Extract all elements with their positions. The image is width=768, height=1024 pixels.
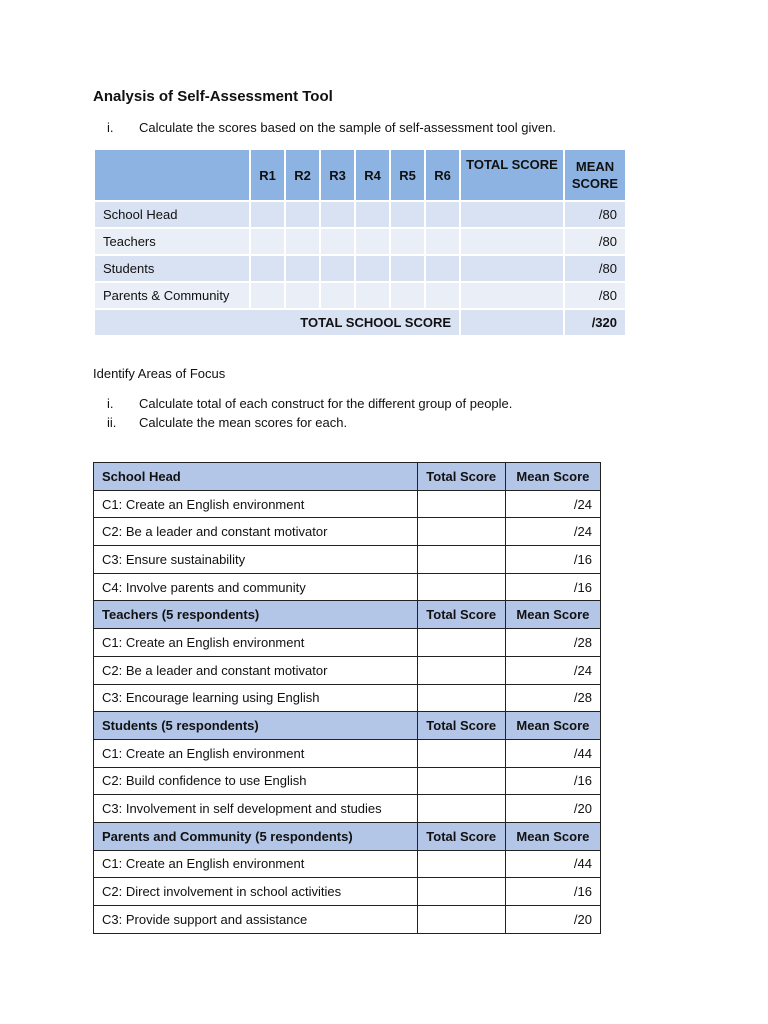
table-row: [94, 255, 626, 282]
total-score-header: Total Score: [417, 822, 505, 850]
row-label: Teachers: [94, 228, 250, 255]
total-score-cell[interactable]: [417, 906, 505, 934]
score-cell[interactable]: [460, 228, 564, 255]
total-score-cell[interactable]: [417, 739, 505, 767]
construct-label: C3: Involvement in self development and studies: [94, 795, 418, 823]
construct-label: C3: Ensure sustainability: [94, 546, 418, 574]
total-score-cell[interactable]: [417, 546, 505, 574]
construct-label: C4: Involve parents and community: [94, 573, 418, 601]
score-cell[interactable]: [460, 255, 564, 282]
score-cell[interactable]: [425, 201, 460, 228]
score-cell[interactable]: [285, 201, 320, 228]
group-name: Teachers (5 respondents): [94, 601, 418, 629]
header-r2: R2: [285, 149, 320, 201]
construct-label: C3: Provide support and assistance: [94, 906, 418, 934]
construct-label: C2: Build confidence to use English: [94, 767, 418, 795]
score-cell[interactable]: [250, 228, 285, 255]
header-r5: R5: [390, 149, 425, 201]
total-score-cell[interactable]: [417, 573, 505, 601]
score-cell[interactable]: [390, 282, 425, 309]
mean-score-max: /28: [505, 684, 600, 712]
mean-score-max: /28: [505, 629, 600, 657]
construct-label: C2: Be a leader and constant motivator: [94, 518, 418, 546]
mean-score-max: /24: [505, 656, 600, 684]
score-cell[interactable]: [460, 282, 564, 309]
row-label: School Head: [94, 201, 250, 228]
total-score-cell[interactable]: [417, 684, 505, 712]
group-header-row: [94, 822, 601, 850]
header-total-score: TOTAL SCORE: [460, 149, 564, 201]
construct-label: C1: Create an English environment: [94, 490, 418, 518]
score-cell[interactable]: [390, 201, 425, 228]
header-r4: R4: [355, 149, 390, 201]
group-name: Parents and Community (5 respondents): [94, 822, 418, 850]
total-max-score: /320: [564, 309, 626, 336]
construct-label: C2: Direct involvement in school activities: [94, 878, 418, 906]
mean-score-header: Mean Score: [505, 822, 600, 850]
total-score-header: Total Score: [417, 712, 505, 740]
group-header-row: [94, 601, 601, 629]
construct-label: C1: Create an English environment: [94, 850, 418, 878]
mean-score-max: /20: [505, 795, 600, 823]
focus-item-text: Calculate the mean scores for each.: [139, 415, 348, 430]
score-cell[interactable]: [425, 255, 460, 282]
score-cell[interactable]: [355, 282, 390, 309]
construct-label: C2: Be a leader and constant motivator: [94, 656, 418, 684]
focus-item: [107, 415, 707, 433]
group-name: School Head: [94, 463, 418, 491]
mean-score-max: /24: [505, 490, 600, 518]
total-score-cell[interactable]: [417, 878, 505, 906]
total-score-header: Total Score: [417, 463, 505, 491]
construct-label: C1: Create an English environment: [94, 739, 418, 767]
score-cell[interactable]: [320, 255, 355, 282]
table-row: [94, 546, 601, 574]
focus-item-number: i.: [107, 396, 114, 411]
mean-score-max: /44: [505, 739, 600, 767]
total-score-cell[interactable]: [417, 795, 505, 823]
mean-score-header: Mean Score: [505, 601, 600, 629]
table-row: [94, 795, 601, 823]
header-blank: [94, 149, 250, 201]
total-score-cell[interactable]: [417, 850, 505, 878]
table-row: [94, 878, 601, 906]
total-score-cell[interactable]: [460, 309, 564, 336]
score-cell[interactable]: [320, 228, 355, 255]
score-cell[interactable]: [390, 255, 425, 282]
table-row: [94, 518, 601, 546]
score-cell[interactable]: [250, 282, 285, 309]
instruction-text: Calculate the scores based on the sample of self-assessment tool given.: [139, 120, 556, 135]
total-score-cell[interactable]: [417, 656, 505, 684]
header-r1: R1: [250, 149, 285, 201]
score-cell[interactable]: [355, 201, 390, 228]
table-row: [94, 573, 601, 601]
self-assessment-score-table: [93, 148, 627, 337]
max-score: /80: [564, 255, 626, 282]
group-header-row: [94, 712, 601, 740]
table-row: [94, 906, 601, 934]
total-score-cell[interactable]: [417, 767, 505, 795]
score-cell[interactable]: [285, 255, 320, 282]
mean-score-header: Mean Score: [505, 712, 600, 740]
score-cell[interactable]: [355, 255, 390, 282]
total-row: [94, 309, 626, 336]
score-cell[interactable]: [285, 228, 320, 255]
max-score: /80: [564, 282, 626, 309]
table-row: [94, 656, 601, 684]
mean-score-max: /24: [505, 518, 600, 546]
score-cell[interactable]: [425, 282, 460, 309]
score-cell[interactable]: [390, 228, 425, 255]
score-cell[interactable]: [320, 282, 355, 309]
table-row: [94, 228, 626, 255]
score-cell[interactable]: [320, 201, 355, 228]
instruction-item: [107, 120, 707, 138]
instruction-number: i.: [107, 120, 114, 135]
table-row: [94, 490, 601, 518]
focus-item: [107, 396, 707, 414]
group-header-row: [94, 463, 601, 491]
mean-score-max: /16: [505, 767, 600, 795]
mean-score-max: /16: [505, 546, 600, 574]
construct-score-table: [93, 462, 601, 934]
header-r3: R3: [320, 149, 355, 201]
header-r6: R6: [425, 149, 460, 201]
row-label: Students: [94, 255, 250, 282]
row-label: Parents & Community: [94, 282, 250, 309]
table-row: [94, 201, 626, 228]
table-row: [94, 767, 601, 795]
score-cell[interactable]: [250, 201, 285, 228]
focus-item-text: Calculate total of each construct for the different group of people.: [139, 396, 513, 411]
max-score: /80: [564, 201, 626, 228]
total-score-cell[interactable]: [417, 518, 505, 546]
construct-label: C3: Encourage learning using English: [94, 684, 418, 712]
header-mean-score: MEAN SCORE: [564, 149, 626, 201]
construct-label: C1: Create an English environment: [94, 629, 418, 657]
total-score-cell[interactable]: [417, 490, 505, 518]
score-cell[interactable]: [355, 228, 390, 255]
total-school-score-label: TOTAL SCHOOL SCORE: [94, 309, 460, 336]
mean-score-max: /16: [505, 573, 600, 601]
table-header-row: [94, 149, 626, 201]
mean-score-header: Mean Score: [505, 463, 600, 491]
mean-score-max: /20: [505, 906, 600, 934]
score-cell[interactable]: [285, 282, 320, 309]
table-row: [94, 850, 601, 878]
group-name: Students (5 respondents): [94, 712, 418, 740]
score-cell[interactable]: [460, 201, 564, 228]
table-row: [94, 629, 601, 657]
score-cell[interactable]: [425, 228, 460, 255]
total-score-header: Total Score: [417, 601, 505, 629]
mean-score-max: /44: [505, 850, 600, 878]
focus-item-number: ii.: [107, 415, 117, 430]
total-score-cell[interactable]: [417, 629, 505, 657]
document-title: Analysis of Self-Assessment Tool: [93, 88, 333, 105]
table-row: [94, 739, 601, 767]
table-row: [94, 684, 601, 712]
areas-of-focus-label: Identify Areas of Focus: [93, 366, 226, 381]
mean-score-max: /16: [505, 878, 600, 906]
max-score: /80: [564, 228, 626, 255]
score-cell[interactable]: [250, 255, 285, 282]
table-row: [94, 282, 626, 309]
